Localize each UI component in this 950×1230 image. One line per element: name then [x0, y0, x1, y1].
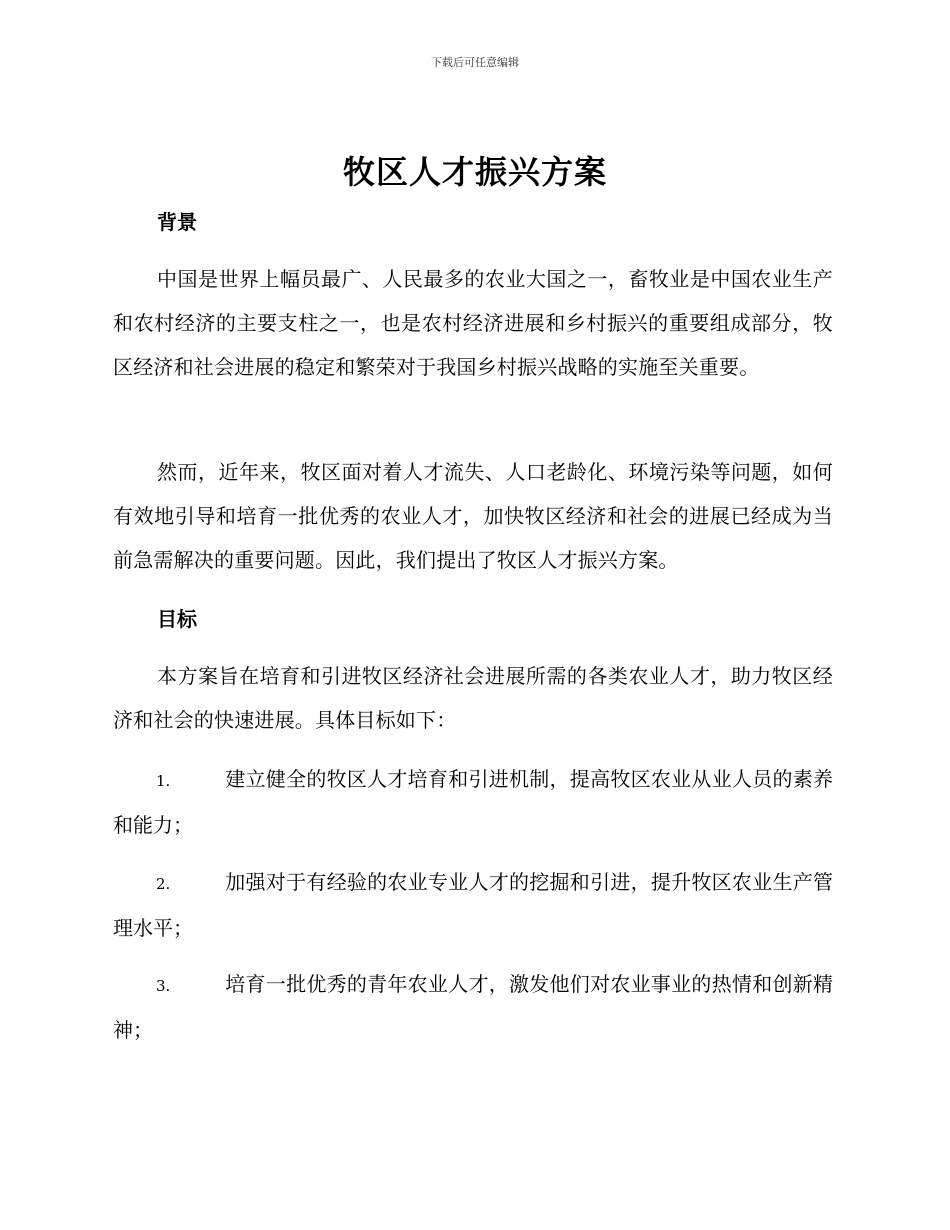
page-header-note: 下载后可任意编辑: [431, 56, 519, 69]
list-item-text: 建立健全的牧区人才培育和引进机制，提高牧区农业从业人员的素养和能力；: [113, 767, 833, 837]
list-number: 2.: [156, 875, 171, 893]
list-item-text: 加强对于有经验的农业专业人才的挖掘和引进，提升牧区农业生产管理水平；: [113, 870, 833, 940]
goal-list-item: [113, 860, 833, 950]
background-paragraph-1: 中国是世界上幅员最广、人民最多的农业大国之一，畜牧业是中国农业生产和农村经济的主要支柱之一，也是农村经济进展和乡村振兴的重要组成部分，牧区经济和社会进展的稳定和繁荣对于我国乡村振兴战略的实施至关重要。: [113, 267, 833, 379]
goal-list-item: [113, 962, 833, 1052]
list-number: 3.: [156, 977, 171, 995]
background-paragraph-2: 然而，近年来，牧区面对着人才流失、人口老龄化、环境污染等问题，如何有效地引导和培育一批优秀的农业人才，加快牧区经济和社会的进展已经成为当前急需解决的重要问题。因此，我们提出了牧区人才振兴方案。: [113, 460, 833, 572]
document-title: 牧区人才振兴方案: [342, 153, 607, 191]
goal-list-item: [113, 757, 833, 847]
goals-intro-paragraph: 本方案旨在培育和引进牧区经济社会进展所需的各类农业人才，助力牧区经济和社会的快速进展。具体目标如下：: [113, 664, 833, 732]
list-item-text: 培育一批优秀的青年农业人才，激发他们对农业事业的热情和创新精神；: [113, 972, 833, 1042]
section-heading-goals: 目标: [157, 607, 197, 631]
list-number: 1.: [156, 772, 171, 790]
section-heading-background: 背景: [157, 210, 197, 234]
